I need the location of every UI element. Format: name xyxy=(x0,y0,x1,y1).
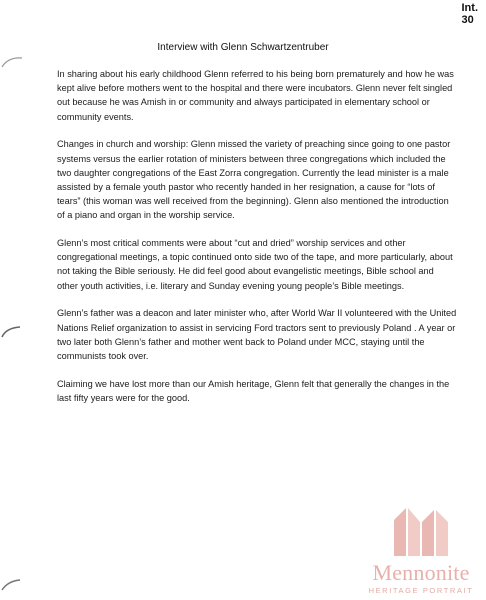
archive-reference-number: 30 xyxy=(461,14,474,26)
paragraph: Changes in church and worship: Glenn missed the variety of preaching since going to one pastor systems versus the earlier rotation of ministers between three congregations which included the two daughter congregations of the East Zorra congregation. Currently the lead minister is a male assisted by a female youth pastor who recently handed in her resignation, a cause for “lots of tears” (this woman was well received from the beginning). Glenn also mentioned the introduction of a piano and organ in the worship service. xyxy=(57,139,451,221)
paragraph: Glenn’s most critical comments were about “cut and dried” worship services and other congregational meetings, a topic continued onto side two of the tape, and more particularly, about not taking the Bible seriously. He did feel good about evangelistic meetings, Bible school and other youth activities, i.e. literary and Sunday evening young people’s Bible meetings. xyxy=(57,238,453,291)
watermark-name: Mennonite xyxy=(372,560,470,585)
watermark-subtitle: HERITAGE PORTRAIT xyxy=(368,586,474,595)
watermark xyxy=(360,506,482,598)
binder-hole-mark xyxy=(0,325,26,339)
archive-reference-label: Int. xyxy=(461,2,478,14)
paragraph: Claiming we have lost more than our Amish heritage, Glenn felt that generally the changes in the last fifty years were for the good. xyxy=(57,378,450,403)
paragraph: Glenn’s father was a deacon and later minister who, after World War II volunteered with the United Nations Relief organization to assist in servicing Ford tractors sent to previously Poland . A year or two later both Glenn’s father and mother went back to Poland under MCC, staying until the communists took over. xyxy=(57,308,457,361)
paragraph: In sharing about his early childhood Glenn referred to his being born prematurely and how he was kept alive before mothers went to the hospital and there were incubators. Glenn never felt singled out because he was Amish in or community and always participated in elementary school or community events. xyxy=(57,69,454,122)
document-title: Interview with Glenn Schwartzentruber xyxy=(157,42,329,53)
mennonite-logo-icon xyxy=(392,506,450,558)
binder-hole-mark xyxy=(0,578,26,592)
binder-hole-mark xyxy=(0,55,26,69)
document-body xyxy=(57,67,457,419)
archive-reference xyxy=(462,2,479,26)
